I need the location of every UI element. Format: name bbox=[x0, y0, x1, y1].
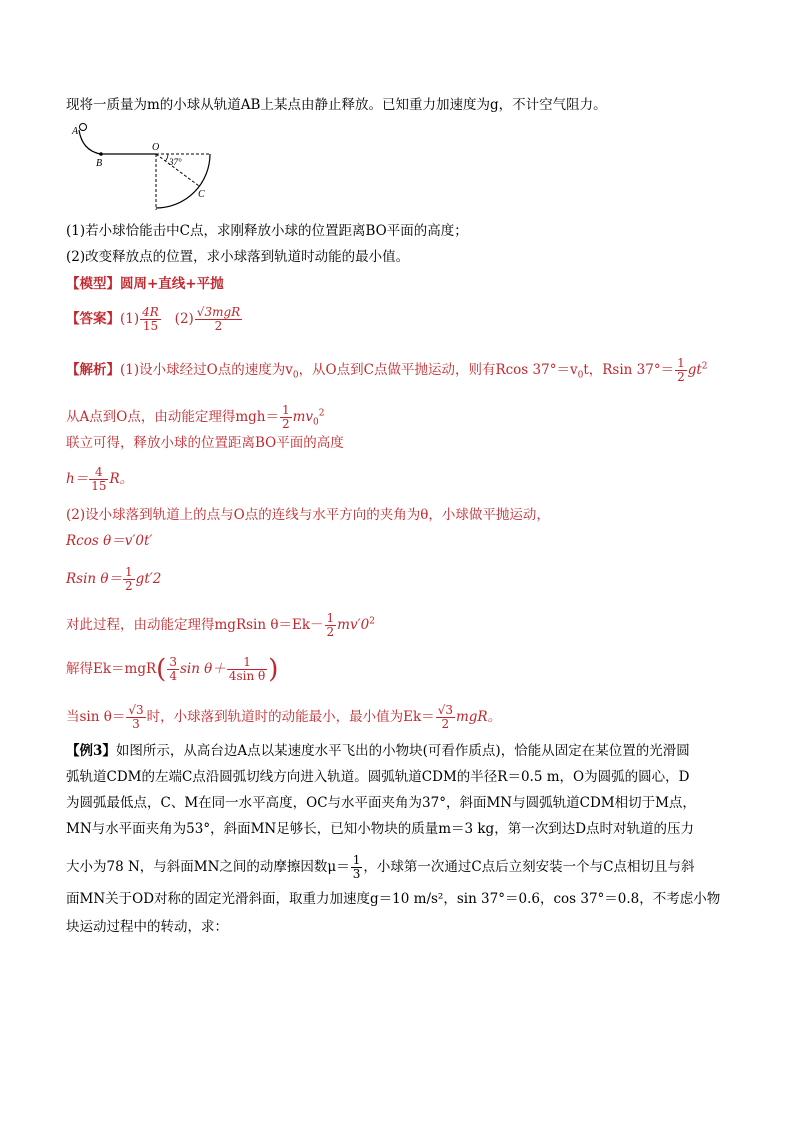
example-tag: 【例3】 bbox=[66, 743, 116, 759]
analysis-line-2: 从A点到O点，由动能定理得mgh＝ $\frac{1}{2}$ $mv_0^2$ bbox=[66, 403, 325, 431]
example-line-7: 块运动过程中的转动，求： bbox=[66, 919, 228, 935]
label-c: C bbox=[198, 189, 205, 200]
question-1: (1)若小球恰能击中C点，求刚释放小球的位置距离BO平面的高度； bbox=[66, 223, 468, 239]
fraction-half: $\frac{1}{2}$ bbox=[326, 611, 335, 639]
analysis-line-10: 当sin θ＝ $\frac{√3}{3}$ 时，小球落到轨道时的动能最小，最小值为Ek＝ $\frac{√3}{2}$ mgR。 bbox=[66, 703, 502, 731]
model-line bbox=[66, 275, 224, 293]
fraction-1-4sin: $\frac{1}{\text{4sin θ}}$ bbox=[228, 655, 266, 683]
fraction-half: $\frac{1}{2}$ bbox=[281, 403, 290, 431]
example-line-6: 面MN关于OD对称的固定光滑斜面，取重力加速度g＝10 m/s²，sin 37°＝0.6，cos 37°＝0.8，不考虑小物 bbox=[66, 891, 721, 907]
answer-line bbox=[66, 306, 243, 333]
analysis-line-1: 【解析】(1)设小球经过O点的速度为$v_0$，从O点到C点做平抛运动，则有Rcos $37^\circ=v_0t$，Rsin 37°＝ $\frac{1}{2}$ $gt^2$ bbox=[66, 356, 708, 384]
example-line-2: 弧轨道CDM的左端C点沿圆弧切线方向进入轨道。圆弧轨道CDM的半径R＝0.5 m，O为圆弧的圆心，D bbox=[66, 769, 690, 785]
fraction-half: $\frac{1}{2}$ bbox=[125, 565, 133, 593]
label-b: B bbox=[96, 158, 103, 169]
analysis-line-9: 解得Ek＝mgR( $\frac{3}{4}$ sin θ＋ $\frac{1}{\text{4sin θ}}$ ) bbox=[66, 654, 279, 685]
fraction-half: $\frac{1}{2}$ bbox=[677, 356, 685, 384]
label-a: A bbox=[72, 126, 79, 137]
analysis-line-8: 对此过程，由动能定理得mgRsin θ＝Ek－ $\frac{1}{2}$ $mv'0^2$ bbox=[66, 611, 375, 639]
answer-part-1: (1) bbox=[120, 311, 140, 327]
track-figure bbox=[68, 122, 228, 218]
analysis-line-7: Rsin θ＝ $\frac{1}{2}$ gt′2 bbox=[66, 565, 162, 593]
model-text: 圆周+直线+平抛 bbox=[120, 276, 224, 292]
model-tag: 【模型】 bbox=[66, 276, 120, 292]
intro-text: 现将一质量为m的小球从轨道AB上某点由静止释放。已知重力加速度为g，不计空气阻力。 bbox=[66, 97, 607, 113]
fraction-3-4: $\frac{3}{4}$ bbox=[169, 655, 177, 683]
answer-part-2: (2) bbox=[174, 311, 194, 327]
analysis-line-3: 联立可得，释放小球的位置距离BO平面的高度 bbox=[66, 435, 344, 451]
example-line-5: 大小为78 N，与斜面MN之间的动摩擦因数μ＝ $\frac{1}{3}$ ，小球第一次通过C点后立刻安装一个与C点相切且与斜 bbox=[66, 853, 695, 881]
analysis-tag: 【解析】 bbox=[66, 362, 120, 378]
answer-fraction-1: $\frac{4R}{15}$ bbox=[142, 305, 159, 333]
example-line-1: 【例3】如图所示，从高台边A点以某速度水平飞出的小物块(可看作质点)，恰能从固定在某位置的光滑圆 bbox=[66, 743, 690, 759]
analysis-line-6: Rcos θ＝v′0t′ bbox=[66, 533, 153, 549]
analysis-line-5: (2)设小球落到轨道上的点与O点的连线与水平方向的夹角为θ，小球做平抛运动， bbox=[66, 507, 550, 523]
fraction-4-15: $\frac{4}{15}$ bbox=[91, 465, 107, 493]
analysis-line-4: h＝ $\frac{4}{15}$ R。 bbox=[66, 465, 134, 493]
angle-label: 37° bbox=[169, 157, 182, 167]
fraction-sqrt3-3: $\frac{√3}{3}$ bbox=[128, 703, 144, 731]
label-o: O bbox=[152, 142, 160, 153]
track-diagram bbox=[68, 122, 228, 214]
answer-tag: 【答案】 bbox=[66, 311, 120, 327]
ball-icon bbox=[80, 124, 87, 131]
fraction-sqrt3-2: $\frac{√3}{2}$ bbox=[437, 703, 453, 731]
question-2: (2)改变释放点的位置，求小球落到轨道时动能的最小值。 bbox=[66, 249, 410, 265]
answer-fraction-2: $\frac{\text{√3mgR}}{2}$ bbox=[196, 305, 241, 333]
example-line-4: MN与水平面夹角为53°，斜面MN足够长，已知小物块的质量m＝3 kg，第一次到达D点时对轨道的压力 bbox=[66, 821, 695, 837]
example-line-3: 为圆弧最低点，C、M在同一水平高度，OC与水平面夹角为37°，斜面MN与圆弧轨道CDM相切于M点， bbox=[66, 795, 696, 811]
fraction-1-3: $\frac{1}{3}$ bbox=[352, 853, 361, 881]
